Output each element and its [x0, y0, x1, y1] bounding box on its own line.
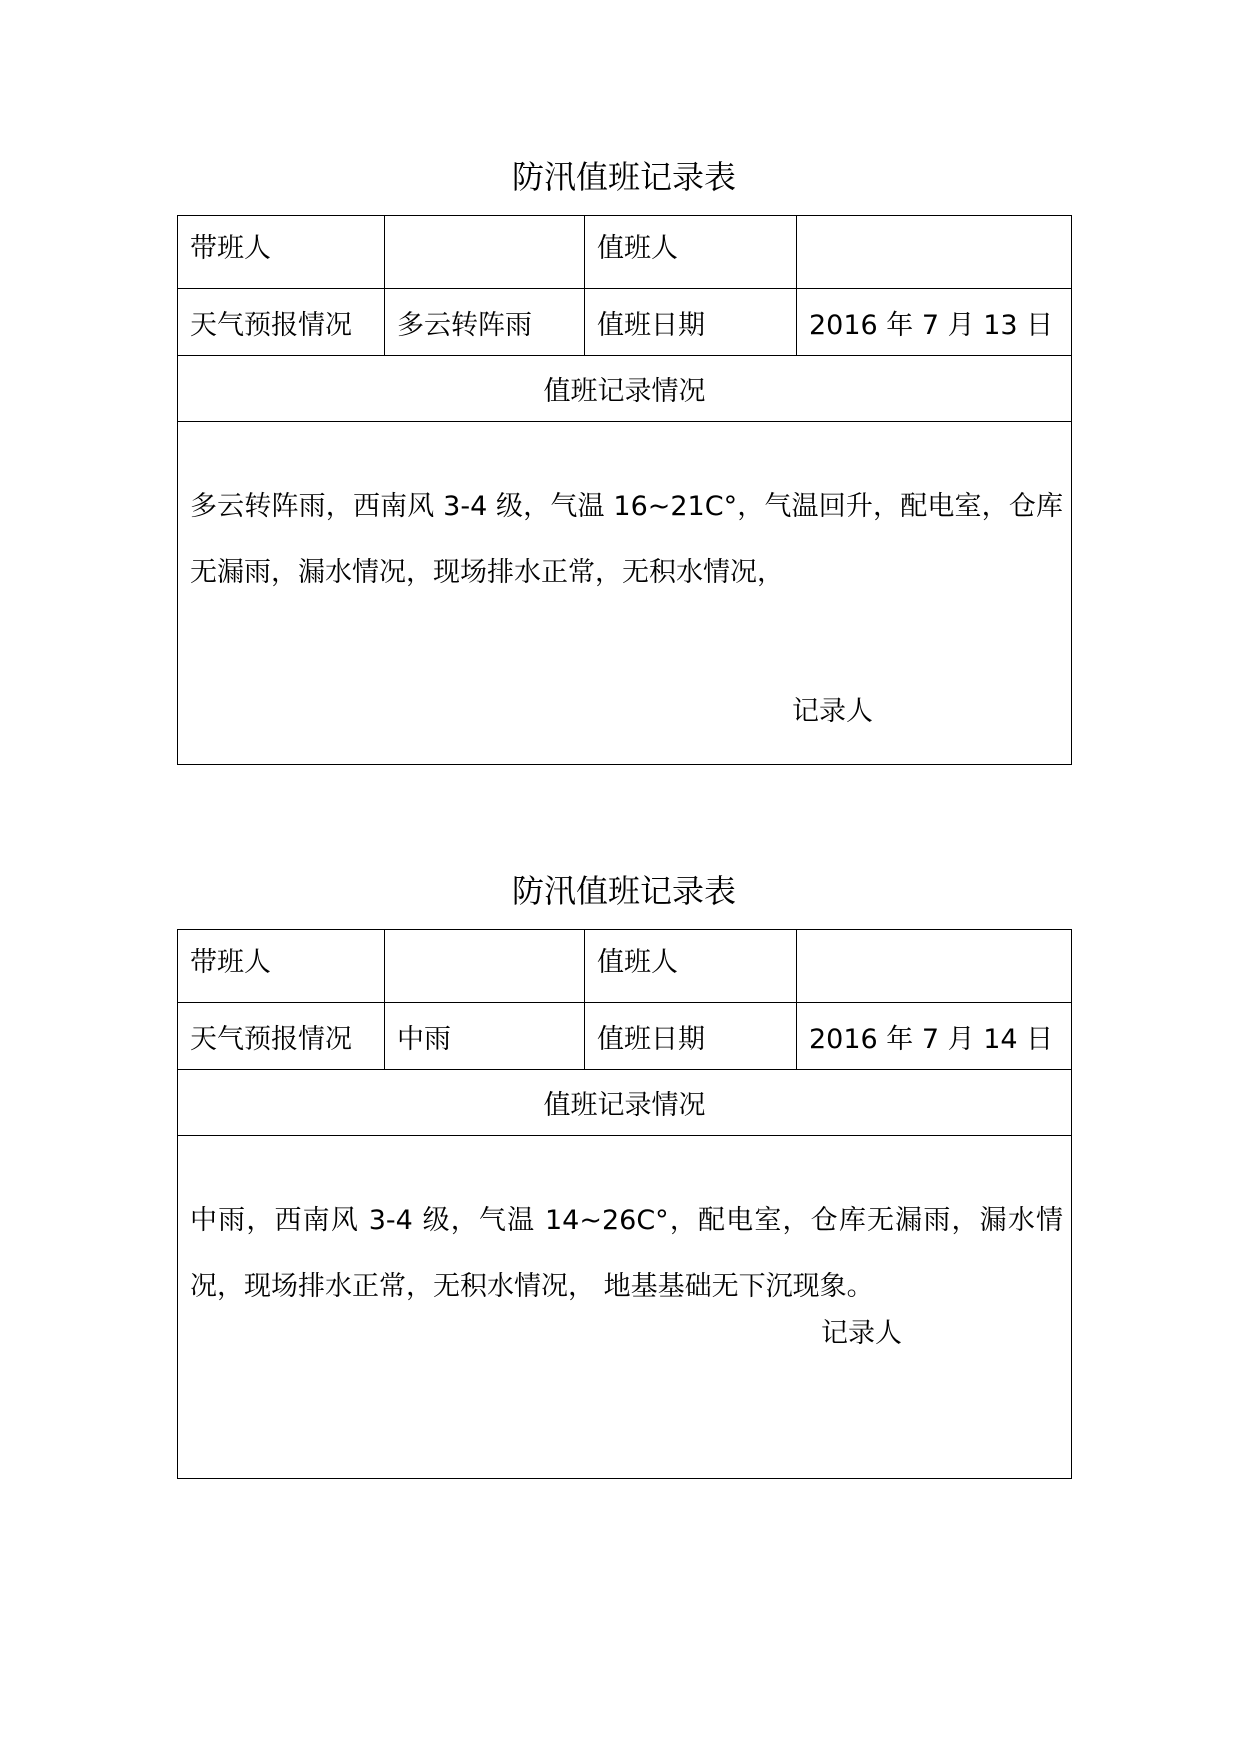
weather-label: 天气预报情况	[178, 1003, 385, 1070]
table-row	[178, 422, 1072, 765]
table-row	[178, 1003, 1072, 1070]
table-row	[178, 289, 1072, 356]
record-cell	[178, 1136, 1072, 1479]
duty-person-label: 值班人	[585, 930, 797, 1003]
record-text: 多云转阵雨，西南风 3-4 级，气温 16~21C°，气温回升，配电室，仓库无漏雨，漏水情况，现场排水正常，无积水情况，	[190, 491, 1063, 588]
table-row	[178, 930, 1072, 1003]
duty-person-value	[797, 930, 1072, 1003]
table-row	[178, 1070, 1072, 1136]
leader-label: 带班人	[178, 930, 385, 1003]
record-cell	[178, 422, 1072, 765]
leader-label: 带班人	[178, 216, 385, 289]
record-text: 中雨，西南风 3-4 级，气温 14~26C°，配电室，仓库无漏雨，漏水情况，现场排水正常，无积水情况， 地基基础无下沉现象。	[190, 1205, 1063, 1302]
table-row	[178, 216, 1072, 289]
recorder-label: 记录人	[821, 1318, 902, 1349]
weather-value: 中雨	[385, 1003, 585, 1070]
date-label: 值班日期	[585, 1003, 797, 1070]
table-row	[178, 1136, 1072, 1479]
recorder-label: 记录人	[792, 696, 873, 727]
date-value: 2016 年 7 月 13 日	[797, 289, 1072, 356]
date-value: 2016 年 7 月 14 日	[797, 1003, 1072, 1070]
date-label: 值班日期	[585, 289, 797, 356]
form-title: 防汛值班记录表	[511, 872, 736, 910]
table-row	[178, 356, 1072, 422]
record-heading: 值班记录情况	[178, 1070, 1072, 1136]
duty-record-table	[177, 215, 1072, 765]
duty-person-label: 值班人	[585, 216, 797, 289]
weather-value: 多云转阵雨	[385, 289, 585, 356]
form-title: 防汛值班记录表	[511, 158, 736, 196]
duty-person-value	[797, 216, 1072, 289]
weather-label: 天气预报情况	[178, 289, 385, 356]
duty-record-table	[177, 929, 1072, 1479]
leader-value	[385, 216, 585, 289]
leader-value	[385, 930, 585, 1003]
record-heading: 值班记录情况	[178, 356, 1072, 422]
